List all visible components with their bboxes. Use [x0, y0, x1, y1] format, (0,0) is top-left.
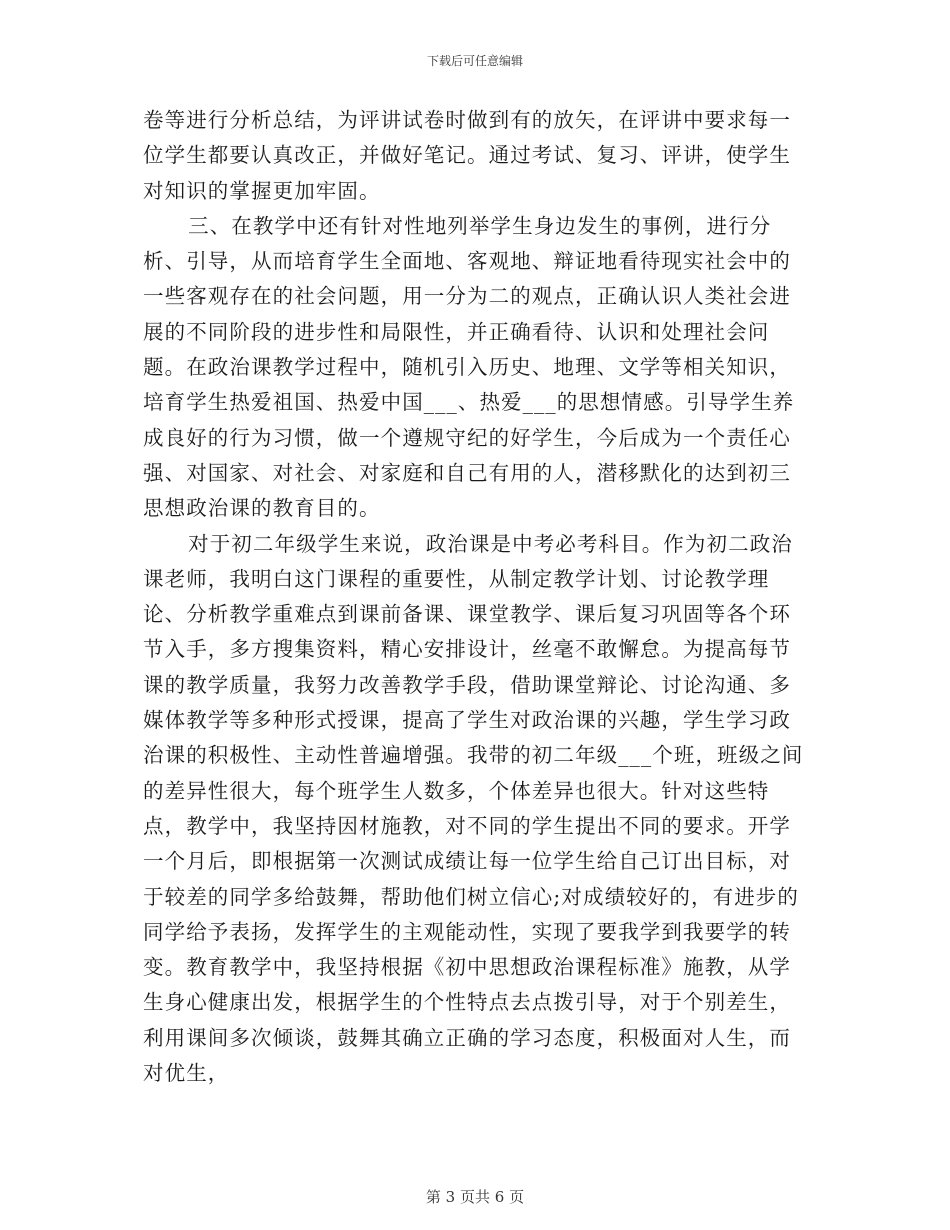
page-number: 第 3 页共 6 页 [425, 1188, 525, 1206]
document-body [143, 103, 807, 1091]
paragraph-teaching-examples: 三、在教学中还有针对性地列举学生身边发生的事例，进行分析、引导，从而培育学生全面地、客观地、辩证地看待现实社会中的一些客观存在的社会问题，用一分为二的观点，正确认识人类社会进展的不同阶段的进步性和局限性，并正确看待、认识和处理社会问题。在政治课教学过程中，随机引入历史、地理、文学等相关知识，培育学生热爱祖国、热爱中国___、热爱___的思想情感。引导学生养成良好的行为习惯，做一个遵规守纪的好学生，今后成为一个责任心强、对国家、对社会、对家庭和自己有用的人，潜移默化的达到初三思想政治课的教育目的。 [143, 213, 795, 521]
paragraph-grade-two-politics: 对于初二年级学生来说，政治课是中考必考科目。作为初二政治课老师，我明白这门课程的重要性，从制定教学计划、讨论教学理论、分析教学重难点到课前备课、课堂教学、课后复习巩固等各个环节入手，多方搜集资料，精心安排设计，丝毫不敢懈怠。为提高每节课的教学质量，我努力改善教学手段，借助课堂辩论、讨论沟通、多媒体教学等多种形式授课，提高了学生对政治课的兴趣，学生学习政治课的积极性、主动性普遍增强。我带的初二年级___个班，班级之间的差异性很大，每个班学生人数多，个体差异也很大。针对这些特点，教学中，我坚持因材施教，对不同的学生提出不同的要求。开学一个月后，即根据第一次测试成绩让每一位学生给自己订出目标，对于较差的同学多给鼓舞，帮助他们树立信心;对成绩较好的，有进步的同学给予表扬，发挥学生的主观能动性，实现了要我学到我要学的转变。教育教学中，我坚持根据《初中思想政治课程标准》施教，从学生身心健康出发，根据学生的个性特点去点拨引导，对于个别差生，利用课间多次倾谈，鼓舞其确立正确的学习态度，积极面对人生，而对优生， [143, 531, 804, 1086]
page-header: 下载后可任意编辑 [426, 54, 523, 68]
paragraph-continuation: 卷等进行分析总结，为评讲试卷时做到有的放矢，在评讲中要求每一位学生都要认真改正，并做好笔记。通过考试、复习、评讲，使学生对知识的掌握更加牢固。 [143, 108, 791, 203]
